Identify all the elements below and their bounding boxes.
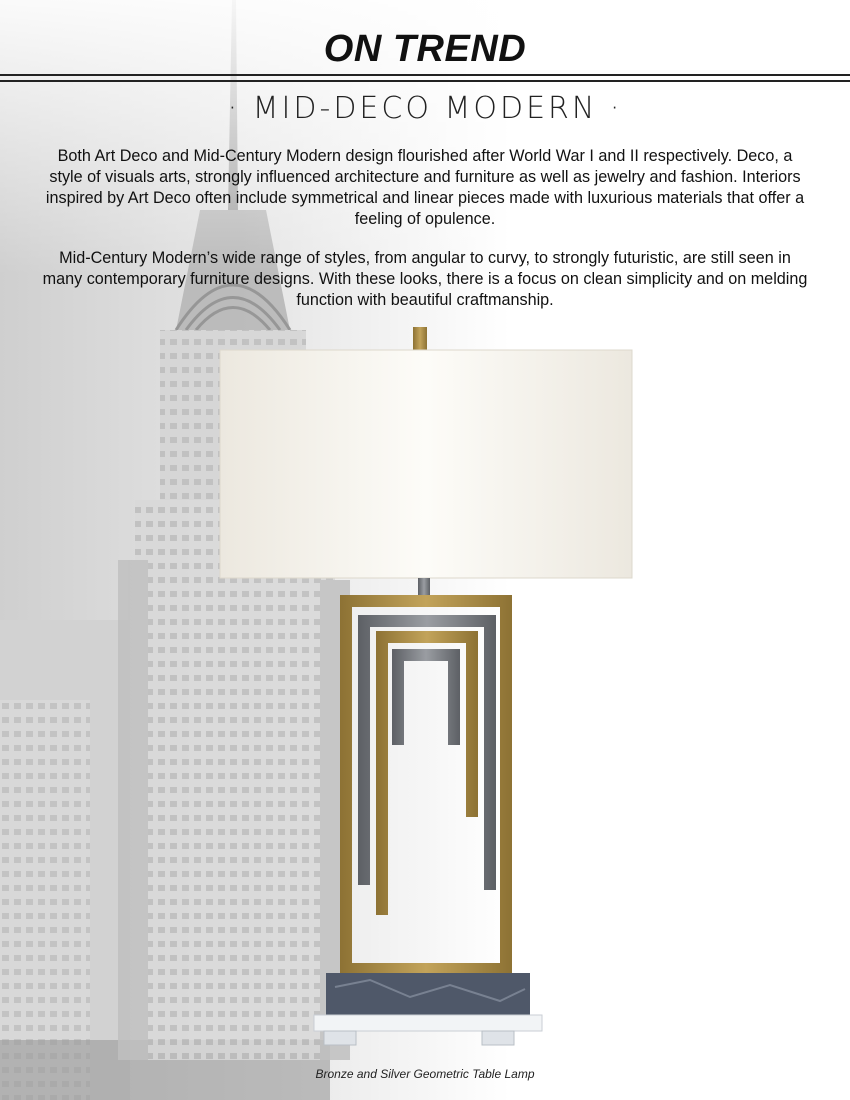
intro-paragraph: Both Art Deco and Mid-Century Modern design flourished after World War I and II respectively. Deco, a style of visuals arts, strongly influenced architecture and furniture as well as jewelry and fashion. Interiors inspired by Art Deco often include symmetrical and linear pieces made with luxurious materials that offer a feeling of opulence. bbox=[45, 147, 805, 228]
product-caption: Bronze and Silver Geometric Table Lamp bbox=[315, 1067, 535, 1081]
title-divider-bottom bbox=[0, 80, 850, 82]
table-lamp-image bbox=[200, 325, 660, 1065]
mid-century-paragraph: Mid-Century Modern’s wide range of styles, from angular to curvy, to strongly futuristic, are still seen in many contemporary furniture designs. With these looks, there is a focus on clean simplicity and on melding function with beautiful craftmanship. bbox=[42, 249, 808, 309]
section-subtitle: · MID-DECO MODERN · bbox=[227, 91, 623, 126]
title-divider-top bbox=[0, 74, 850, 76]
page-title: ON TREND bbox=[323, 28, 527, 70]
